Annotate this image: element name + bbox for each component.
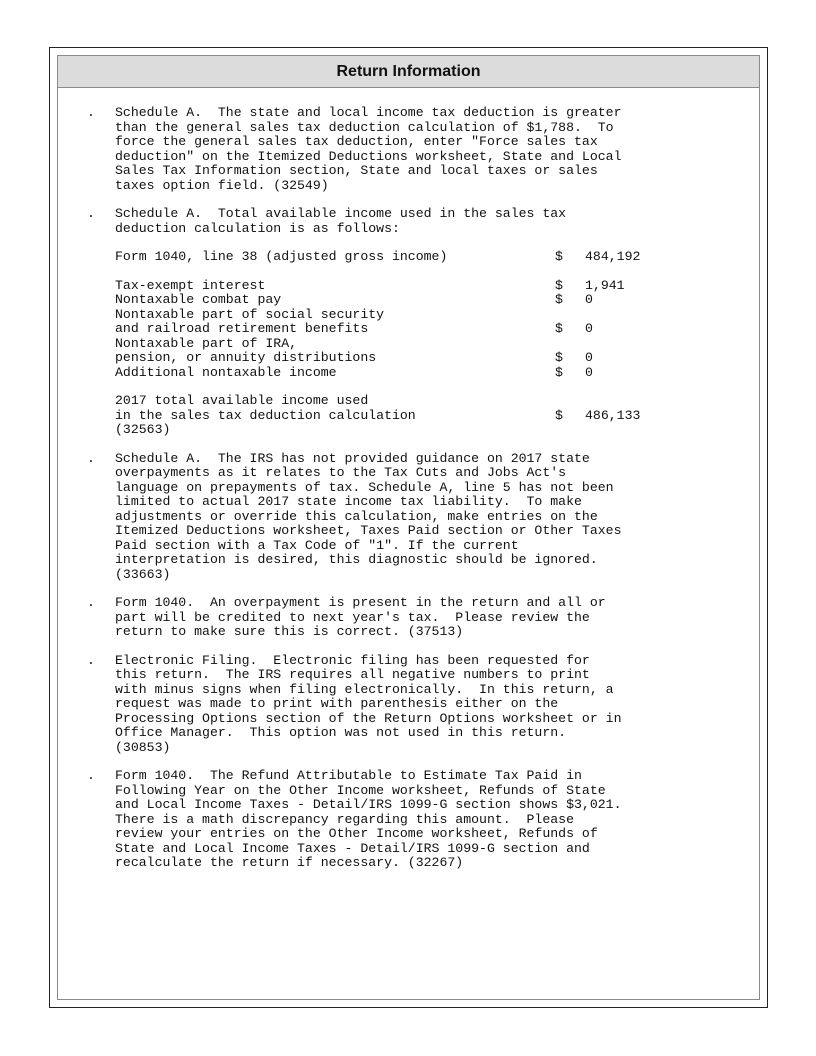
diagnostic-line: part will be credited to next year's tax. Please review the [115, 609, 590, 625]
diagnostic-line: force the general sales tax deduction, enter "Force sales tax [115, 134, 598, 149]
dollar-sign: $ [555, 407, 563, 423]
diagnostic-line: recalculate the return if necessary. (32267) [115, 855, 464, 870]
panel-title: Return Information [58, 56, 759, 88]
income-row-label: Nontaxable combat pay [115, 292, 282, 307]
income-row-label: (32563) [115, 422, 171, 437]
diagnostic-line: There is a math discrepancy regarding this amount. Please [115, 811, 574, 827]
dollar-sign: $ [555, 249, 563, 264]
diagnostic-line: overpayments as it relates to the Tax Cuts and Jobs Act's [115, 465, 567, 480]
income-row-value: 0 [585, 321, 593, 336]
dollar-sign: $ [555, 364, 563, 380]
bullet: . [87, 652, 95, 668]
diagnostic-line: deduction calculation is as follows: [115, 220, 400, 236]
bullet: . [87, 105, 95, 120]
income-row [115, 308, 749, 323]
income-row-label: Nontaxable part of social security [115, 306, 385, 322]
diagnostic-line: Processing Options section of the Return Options worksheet or in [115, 710, 622, 726]
diagnostic-line: Schedule A. The state and local income tax deduction is greater [115, 105, 622, 120]
dollar-sign [555, 337, 585, 352]
income-row-label: Tax-exempt interest [115, 277, 266, 293]
diagnostic-item [58, 769, 759, 871]
diagnostic-item [58, 596, 759, 640]
diagnostic-line: this return. The IRS requires all negative numbers to print [115, 667, 590, 682]
diagnostic-line: deduction" on the Itemized Deductions worksheet, State and Local [115, 148, 622, 164]
income-row-value: 0 [585, 364, 593, 380]
diagnostic-line: review your entries on the Other Income worksheet, Refunds of [115, 826, 598, 841]
income-row [115, 279, 749, 294]
income-row [115, 366, 749, 381]
income-row-label: Additional nontaxable income [115, 364, 337, 380]
income-total-row [115, 409, 749, 424]
diagnostic-line: Form 1040. The Refund Attributable to Estimate Tax Paid in [115, 768, 582, 783]
diagnostic-line: language on prepayments of tax. Schedule A, line 5 has not been [115, 479, 614, 495]
diagnostic-line: Sales Tax Information section, State and local taxes or sales [115, 163, 598, 178]
diagnostic-line: Schedule A. The IRS has not provided guidance on 2017 state [115, 450, 590, 466]
dollar-sign [555, 308, 585, 323]
dollar-sign: $ [555, 292, 563, 307]
income-row-label: Form 1040, line 38 (adjusted gross income) [115, 249, 448, 264]
dollar-sign: $ [555, 350, 563, 365]
diagnostic-line: Itemized Deductions worksheet, Taxes Paid section or Other Taxes [115, 523, 622, 538]
income-total-row [115, 423, 749, 438]
diagnostic-item [58, 207, 759, 438]
income-row [115, 293, 749, 308]
income-row-label: Nontaxable part of IRA, [115, 335, 298, 351]
income-row-value: 1,941 [585, 277, 625, 293]
bullet: . [87, 595, 95, 610]
income-row-value: 0 [585, 292, 593, 307]
diagnostic-line: (30853) [115, 739, 171, 755]
dollar-sign [555, 423, 585, 438]
income-row-value: 0 [585, 350, 593, 365]
income-row [115, 322, 749, 337]
diagnostic-line: interpretation is desired, this diagnostic should be ignored. [115, 552, 598, 567]
diagnostic-line: Form 1040. An overpayment is present in the return and all or [115, 595, 606, 610]
return-information-panel [57, 55, 760, 1000]
income-row-label: in the sales tax deduction calculation [115, 407, 416, 423]
return-information-frame [49, 47, 768, 1008]
dollar-sign: $ [555, 321, 563, 336]
diagnostic-line: Paid section with a Tax Code of "1". If the current [115, 537, 519, 553]
diagnostic-line: taxes option field. (32549) [115, 177, 329, 193]
income-row-label: and railroad retirement benefits [115, 321, 369, 336]
diagnostic-line: Office Manager. This option was not used in this return. [115, 725, 567, 740]
bullet: . [87, 768, 95, 783]
diagnostic-line: return to make sure this is correct. (37513) [115, 624, 464, 639]
diagnostic-line: Following Year on the Other Income worksheet, Refunds of State [115, 782, 606, 798]
diagnostic-line: (33663) [115, 566, 171, 582]
diagnostic-item [58, 106, 759, 193]
diagnostic-line: than the general sales tax deduction calculation of $1,788. To [115, 119, 614, 135]
diagnostic-line: Electronic Filing. Electronic filing has been requested for [115, 652, 590, 668]
income-total-row [115, 394, 749, 409]
dollar-sign [555, 394, 585, 409]
diagnostic-item [58, 654, 759, 756]
income-row-value: 484,192 [585, 249, 641, 264]
income-row [115, 351, 749, 366]
diagnostics-list [58, 106, 759, 885]
diagnostic-line: State and Local Income Taxes - Detail/IRS 1099-G section and [115, 840, 590, 856]
diagnostic-item [58, 452, 759, 583]
diagnostic-line: request was made to print with parenthesis either on the [115, 696, 559, 711]
income-row-agi [115, 250, 749, 265]
bullet: . [87, 450, 95, 466]
diagnostic-line: limited to actual 2017 state income tax liability. To make [115, 494, 582, 509]
income-row-label: 2017 total available income used [115, 393, 369, 408]
bullet: . [87, 206, 95, 221]
diagnostic-line: with minus signs when filing electronically. In this return, a [115, 681, 614, 697]
income-row [115, 337, 749, 352]
income-row-value: 486,133 [585, 407, 641, 423]
diagnostic-line: Schedule A. Total available income used in the sales tax [115, 206, 567, 221]
income-row-label: pension, or annuity distributions [115, 350, 377, 365]
diagnostic-line: and Local Income Taxes - Detail/IRS 1099-G section shows $3,021. [115, 797, 622, 812]
dollar-sign: $ [555, 277, 563, 293]
diagnostic-line: adjustments or override this calculation, make entries on the [115, 508, 598, 524]
